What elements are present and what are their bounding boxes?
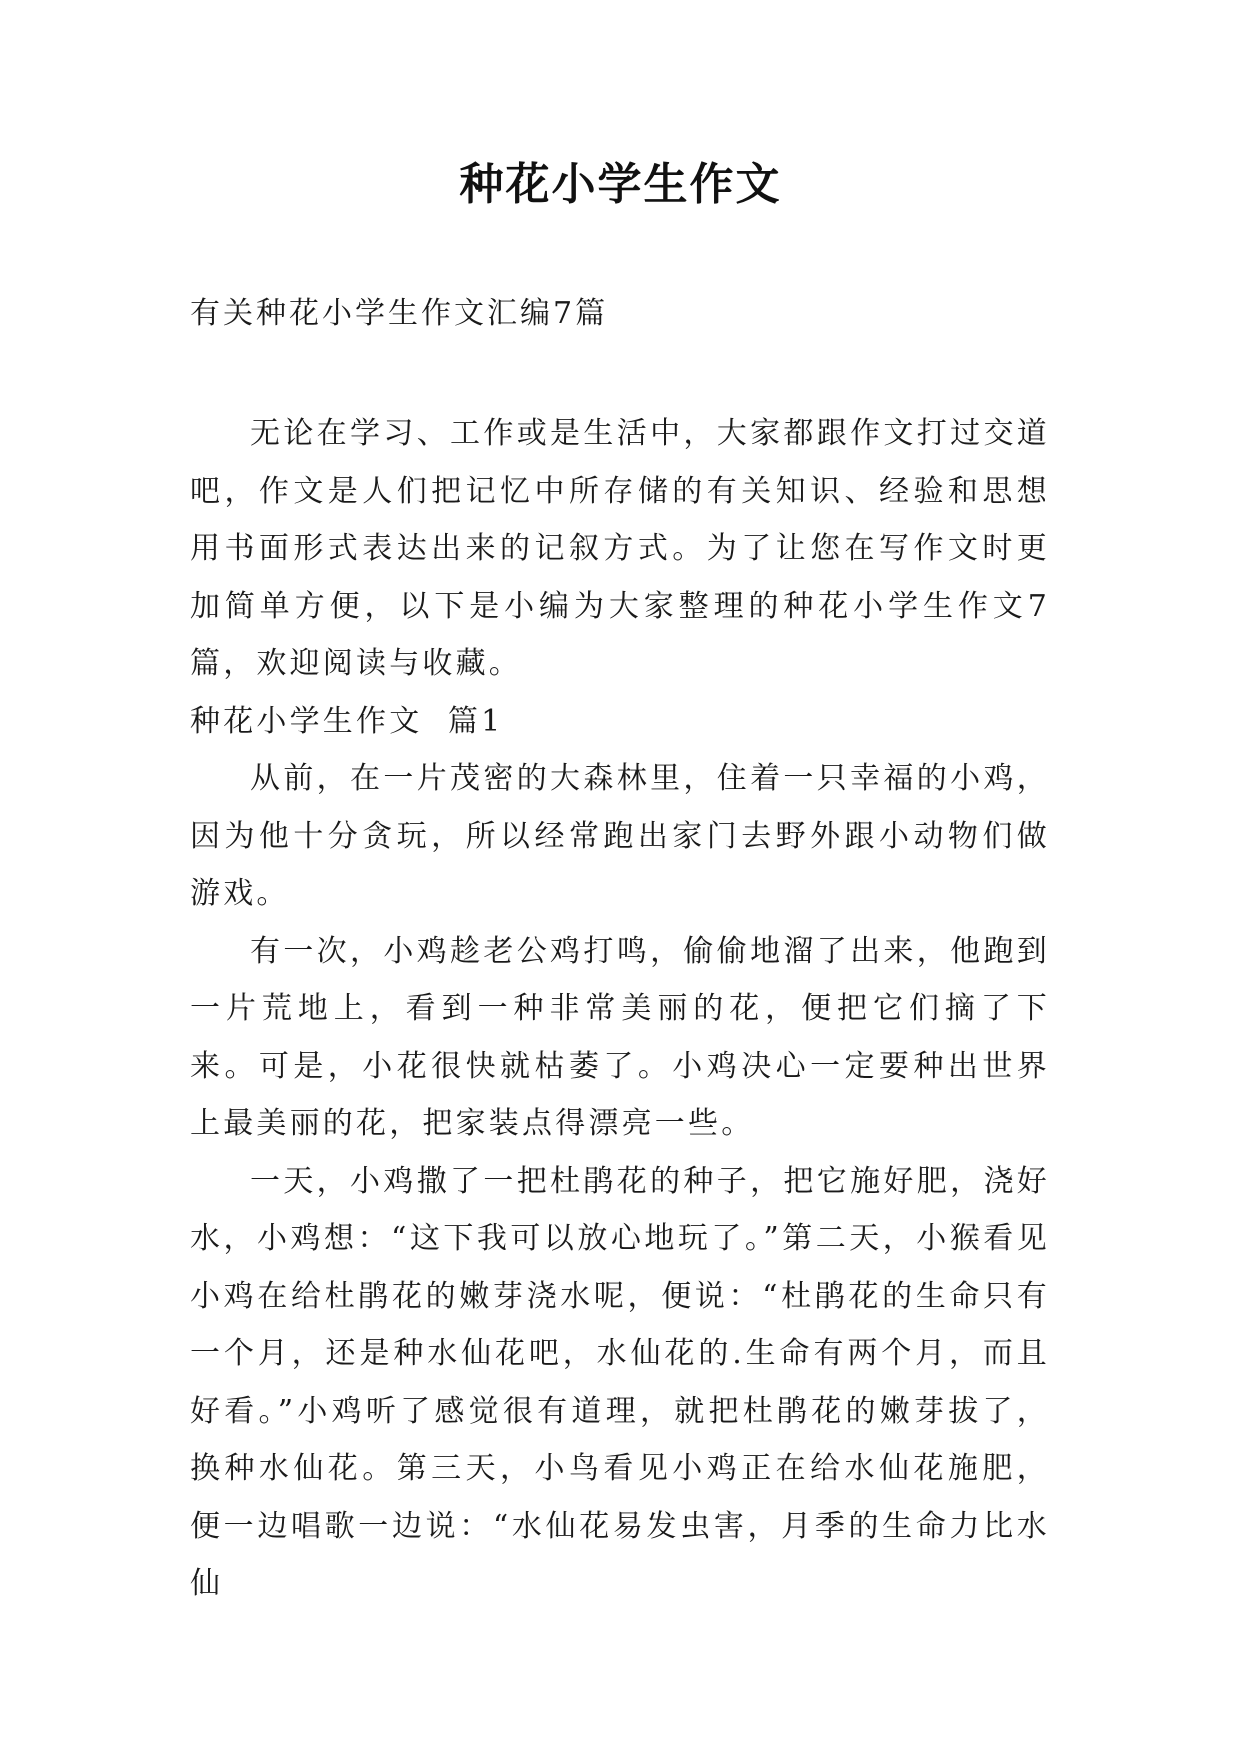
document-subtitle: 有关种花小学生作文汇编7篇 [190,296,609,331]
intro-paragraph: 无论在学习、工作或是生活中，大家都跟作文打过交道吧，作文是人们把记忆中所存储的有关知识、经验和思想用书面形式表达出来的记叙方式。为了让您在写作文时更加简单方便，以下是小编为大家整理的种花小学生作文7篇，欢迎阅读与收藏。 [190,416,1050,681]
body-paragraph: 一天，小鸡撒了一把杜鹃花的种子，把它施好肥，浇好水，小鸡想：“这下我可以放心地玩了。”第二天，小猴看见小鸡在给杜鹃花的嫩芽浇水呢，便说：“杜鹃花的生命只有一个月，还是种水仙花吧，水仙花的.生命有两个月，而且好看。”小鸡听了感觉很有道理，就把杜鹃花的嫩芽拔了，换种水仙花。第三天，小鸟看见小鸡正在给水仙花施肥，便一边唱歌一边说：“水仙花易发虫害，月季的生命力比水仙 [190,1163,1050,1601]
body-paragraph: 有一次，小鸡趁老公鸡打鸣，偷偷地溜了出来，他跑到一片荒地上，看到一种非常美丽的花，便把它们摘了下来。可是，小花很快就枯萎了。小鸡决心一定要种出世界上最美丽的花，把家装点得漂亮一些。 [190,933,1050,1141]
body-paragraph: 从前，在一片茂密的大森林里，住着一只幸福的小鸡，因为他十分贪玩，所以经常跑出家门去野外跟小动物们做游戏。 [190,761,1050,911]
document-title: 种花小学生作文 [459,159,782,210]
section-heading: 种花小学生作文 篇1 [190,703,504,739]
document-body [190,405,1050,1613]
